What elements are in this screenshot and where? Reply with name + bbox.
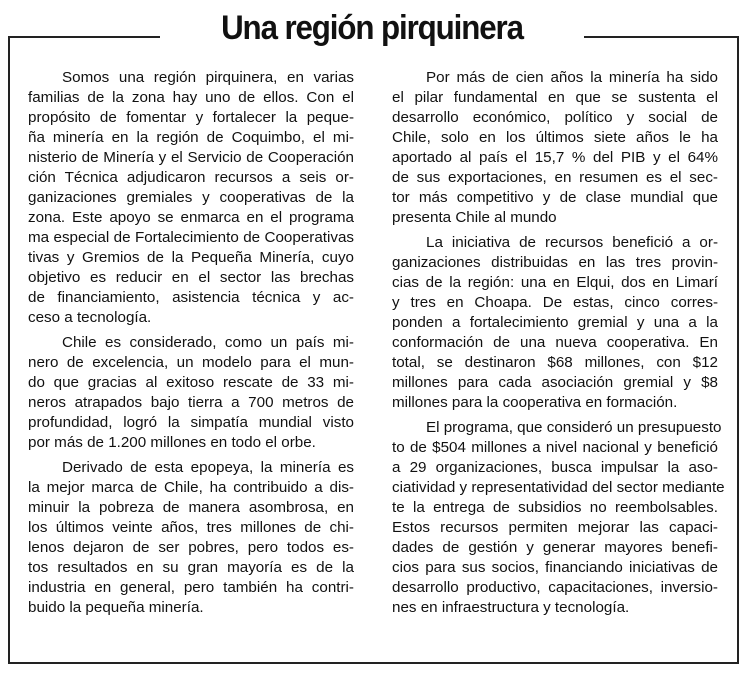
right-column bbox=[392, 68, 725, 618]
text-line: Somos una región pirquinera, en varias bbox=[62, 69, 354, 86]
text-line: millones para cada asociación gremial y $8 bbox=[392, 374, 718, 391]
text-line: de sus exportaciones, en resumen es el sec- bbox=[392, 169, 718, 186]
text-line: de financiamiento, asistencia técnica y ac- bbox=[28, 289, 354, 306]
text-line: zona. Este apoyo se enmarca en el programa bbox=[28, 209, 354, 226]
text-line: aportado al país el 15,7 % del PIB y el 64% bbox=[392, 149, 718, 166]
text-line: propósito de fomentar y fortalecer la peque- bbox=[28, 109, 354, 126]
text-line: ceso a tecnología. bbox=[28, 309, 152, 326]
text-line: presenta Chile al mundo bbox=[392, 209, 557, 226]
text-line: ción Técnica adjudicaron recursos a seis or- bbox=[28, 169, 354, 186]
text-line: Chile, solo en los últimos siete años le ha bbox=[392, 129, 718, 146]
text-line: desarrollo económico, político y social de bbox=[392, 109, 718, 126]
text-line: buido la pequeña minería. bbox=[28, 599, 204, 616]
text-line: total, se destinaron $68 millones, con $12 bbox=[392, 354, 718, 371]
text-line: los últimos veinte años, tres millones de chi- bbox=[28, 519, 354, 536]
text-line: nero de excelencia, un modelo para el mun- bbox=[28, 354, 354, 371]
article-title: Una región pirquinera bbox=[221, 9, 523, 47]
text-line: Derivado de esta epopeya, la minería es bbox=[62, 459, 354, 476]
text-line: do que gracias al exitoso rescate de 33 mi- bbox=[28, 374, 354, 391]
text-line: y tres en Choapa. De estas, cinco corres- bbox=[392, 294, 718, 311]
text-line: ña minería en la región de Coquimbo, el mi- bbox=[28, 129, 354, 146]
text-line: minuir la pobreza de manera asombrosa, en bbox=[28, 499, 354, 516]
text-line: por más de 1.200 millones en todo el orbe. bbox=[28, 434, 316, 451]
text-line: cios para sus socios, financiando iniciativas de bbox=[392, 559, 718, 576]
text-line: objetivo es reducir en el sector las brechas bbox=[28, 269, 354, 286]
text-line: ponden a fortalecimiento gremial y una a la bbox=[392, 314, 718, 331]
text-line: millones para la cooperativa en formación. bbox=[392, 394, 678, 411]
text-line: tos resultados en su gran mayoría es de la bbox=[28, 559, 354, 576]
text-line: to de $504 millones a nivel nacional y benefició bbox=[392, 439, 718, 456]
text-line: El programa, que consideró un presupuesto bbox=[426, 419, 722, 436]
text-line: industria en general, pero también ha contri- bbox=[28, 579, 354, 596]
text-line: ma especial de Fortalecimiento de Cooperativas bbox=[28, 229, 354, 246]
text-line: Por más de cien años la minería ha sido bbox=[426, 69, 718, 86]
text-line: nisterio de Minería y el Servicio de Cooperación bbox=[28, 149, 354, 166]
text-line: a 29 organizaciones, busca impulsar la aso- bbox=[392, 459, 718, 476]
text-line: familias de la zona hay uno de ellos. Con el bbox=[28, 89, 354, 106]
text-line: profundidad, logró la simpatía mundial visto bbox=[28, 414, 354, 431]
text-line: conformación de una nueva cooperativa. En bbox=[392, 334, 718, 351]
text-line: la mejor marca de Chile, ha contribuido a dis- bbox=[28, 479, 354, 496]
text-line: tivas y Gremios de la Pequeña Minería, cuyo bbox=[28, 249, 354, 266]
left-column bbox=[28, 68, 354, 618]
text-line: nes en infraestructura y tecnología. bbox=[392, 599, 630, 616]
text-line: ganizaciones distribuidas en las tres provin- bbox=[392, 254, 718, 271]
text-line: ciatividad y representatividad del sector mediante bbox=[392, 479, 725, 496]
text-line: lenos dejaron de ser pobres, pero todos es- bbox=[28, 539, 354, 556]
text-line: ganizaciones gremiales y cooperativas de la bbox=[28, 189, 354, 206]
text-line: cias de la región: una en Elqui, dos en Limarí bbox=[392, 274, 718, 291]
text-line: tor más competitivo y de clase mundial que bbox=[392, 189, 718, 206]
text-line: La iniciativa de recursos benefició a or- bbox=[426, 234, 718, 251]
text-line: desarrollo productivo, capacitaciones, inversio- bbox=[392, 579, 718, 596]
text-line: neros atrapados bajo tierra a 700 metros de bbox=[28, 394, 354, 411]
text-line: el pilar fundamental en que se sustenta el bbox=[392, 89, 718, 106]
text-line: dades de gestión y generar mayores benefi- bbox=[392, 539, 718, 556]
text-line: Estos recursos permiten mejorar las capaci- bbox=[392, 519, 718, 536]
text-line: te la entrega de subsidios no reembolsables. bbox=[392, 499, 718, 516]
text-line: Chile es considerado, como un país mi- bbox=[62, 334, 354, 351]
